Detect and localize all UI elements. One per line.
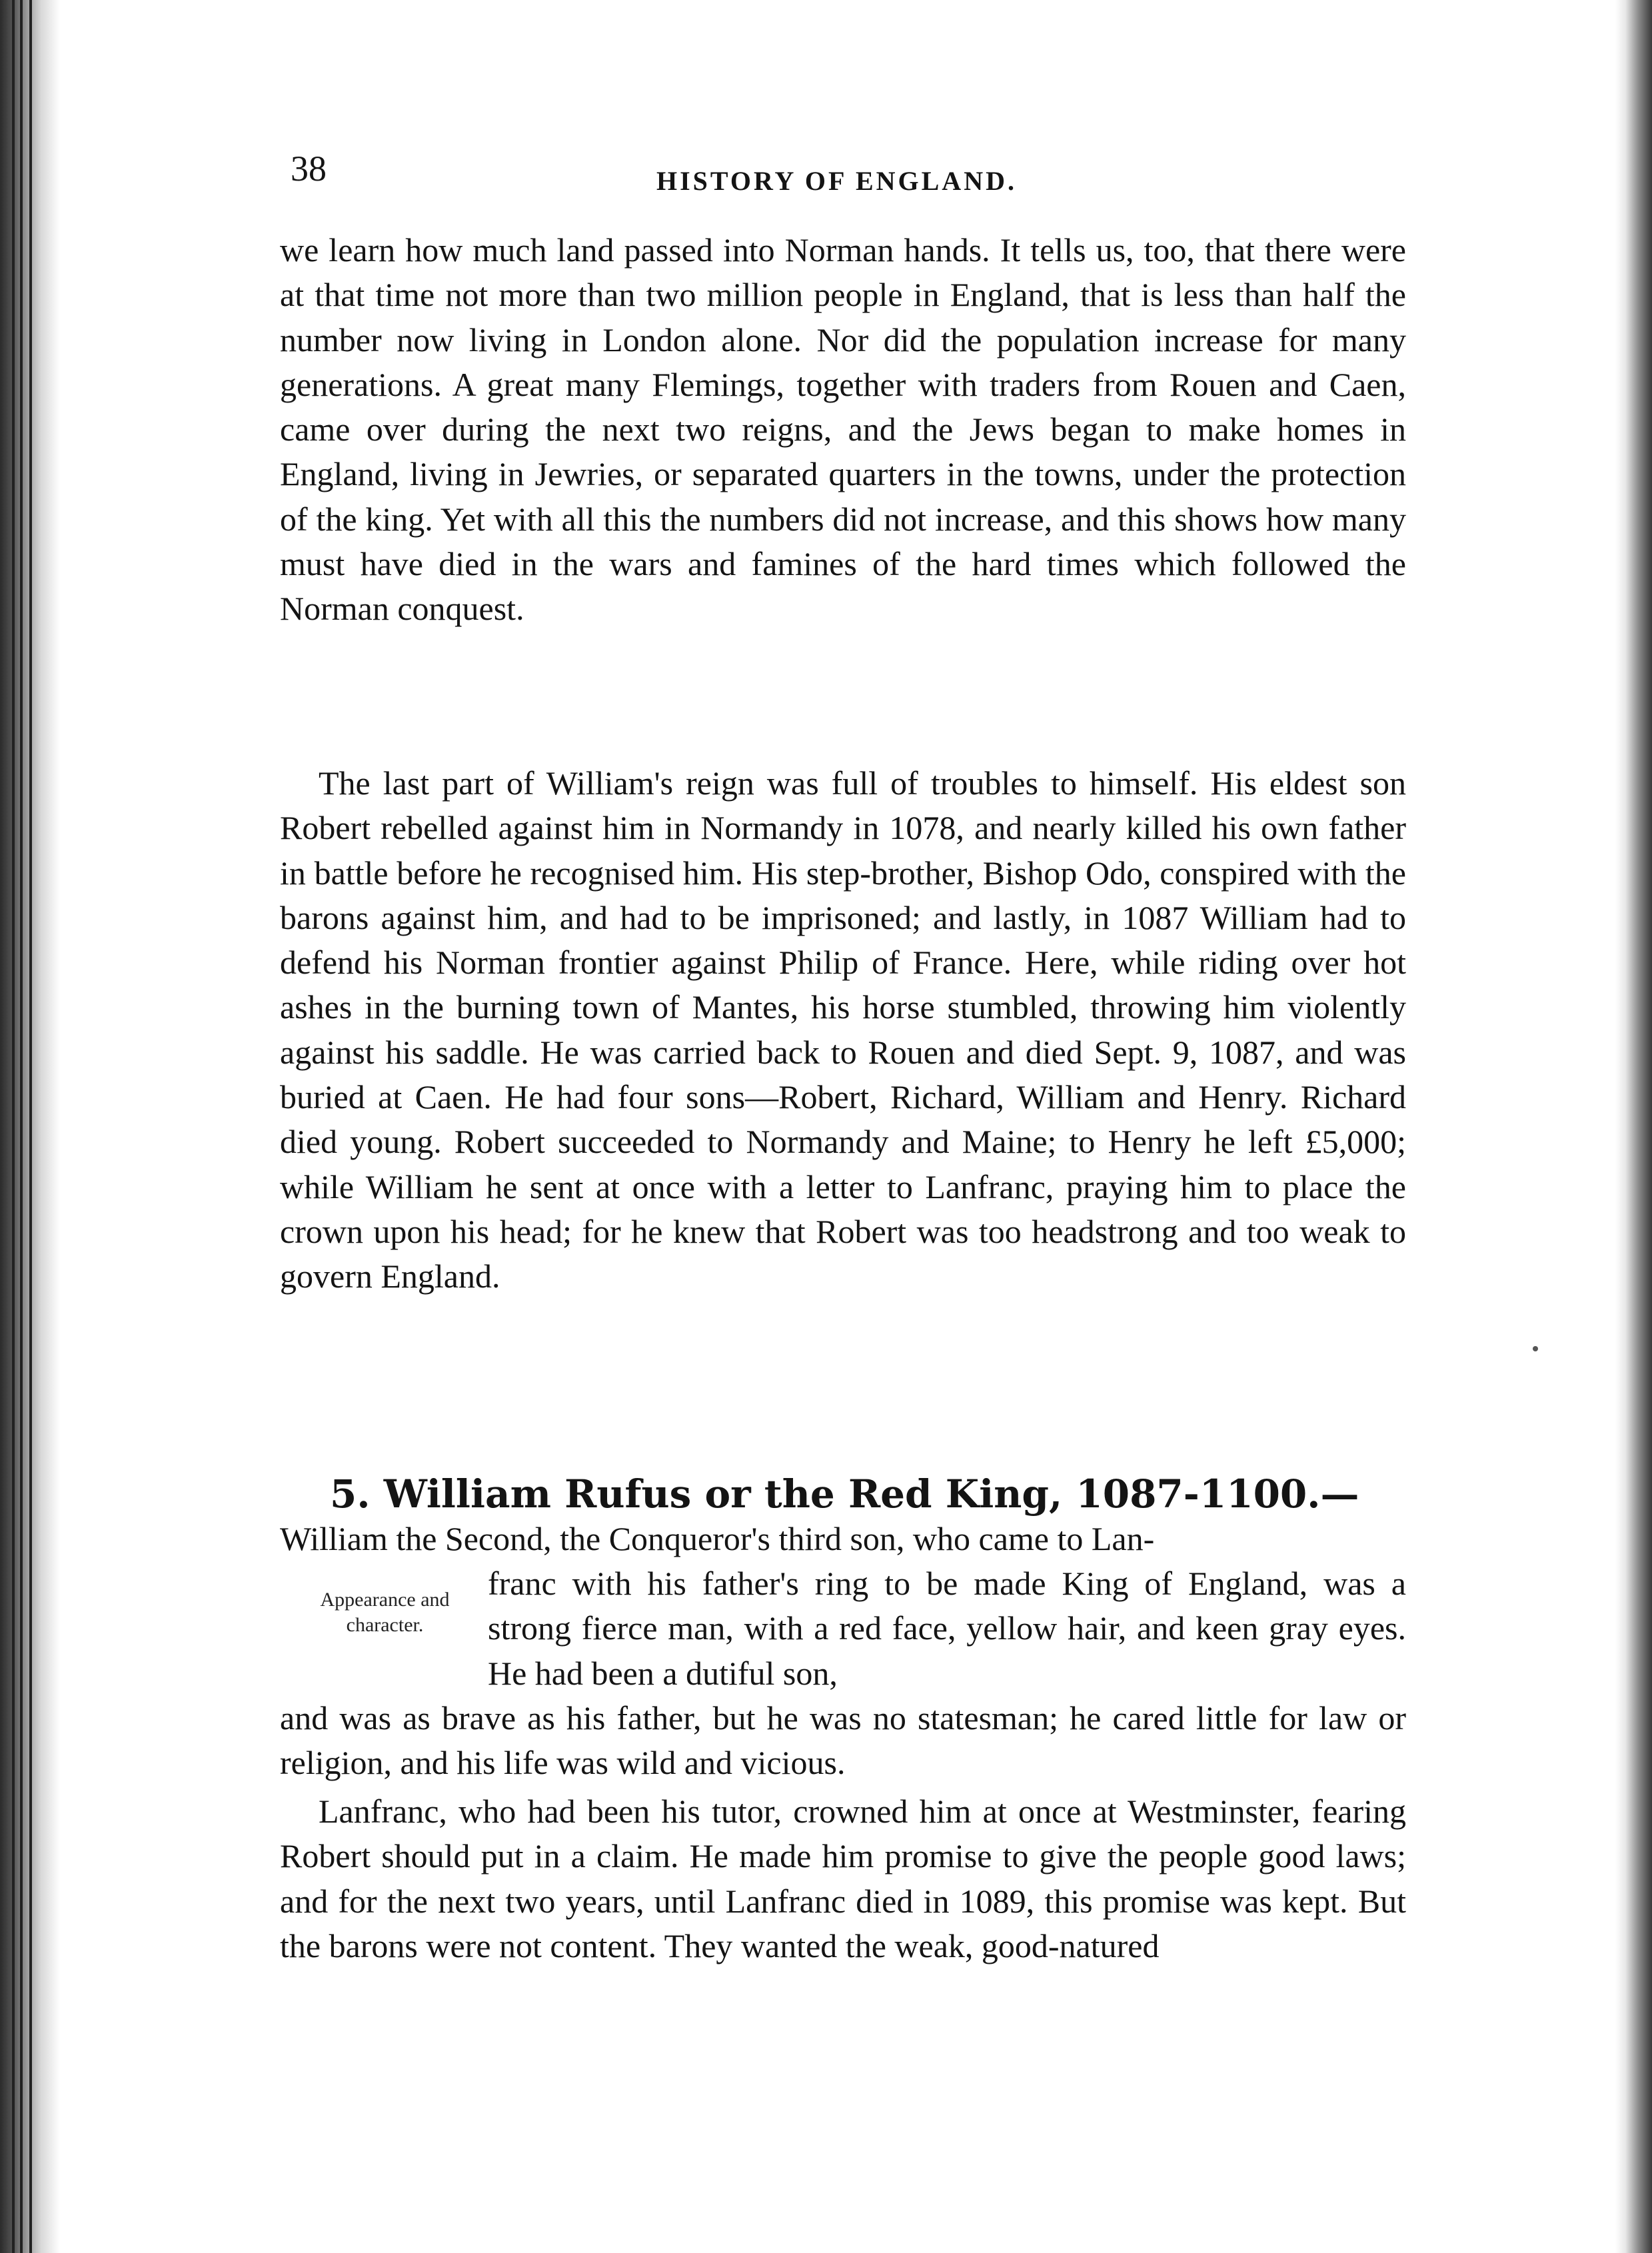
- page-edge-shadow: [1552, 0, 1652, 2253]
- book-binding-shadow: [0, 0, 60, 2253]
- margin-note: Appearance and character.: [320, 1589, 450, 1636]
- paragraph-indented-block: franc with his father's ring to be made King of England, was a strong fierce man, with a red face, yellow hair, and keen gray eyes. He had been a dutiful son,: [488, 1565, 1406, 1692]
- scan-speck: [1533, 1346, 1538, 1351]
- binding-line: [29, 0, 32, 2253]
- running-title: HISTORY OF ENGLAND.: [656, 166, 1017, 196]
- page-number: 38: [291, 149, 327, 189]
- binding-line: [20, 0, 23, 2253]
- section-heading: 5. William Rufus or the Red King, 1087-1100.—: [330, 1471, 1359, 1517]
- paragraph: we learn how much land passed into Norman hands. It tells us, too, that there were at that time not more than two million people in England, that is less than half the number now living in London alone. Nor did the population increase for many generations. A great many Flemings, together with traders from Rouen and Caen, came over during the next two reigns, and the Jews began to make homes in England, living in Jewries, or separated quarters in the towns, under the protection of the king. Yet with all this the numbers did not increase, and this shows how many must have died in the wars and famines of the hard times which followed the Norman conquest.: [280, 231, 1406, 628]
- paragraph: The last part of William's reign was full of troubles to himself. His eldest son Robert rebelled against him in Normandy in 1078, and nearly killed his own father in battle before he recognised him. His step-brother, Bishop Odo, conspired with the barons against him, and had to be imprisoned; and lastly, in 1087 William had to defend his Norman frontier against Philip of France. Here, while riding over hot ashes in the burning town of Mantes, his horse stumbled, throwing him violently against his saddle. He was carried back to Rouen and died Sept. 9, 1087, and was buried at Caen. He had four sons—Robert, Richard, William and Henry. Richard died young. Robert succeeded to Normandy and Maine; to Henry he left £5,000; while William he sent at once with a letter to Lanfranc, praying him to place the crown upon his head; for he knew that Robert was too headstrong and too weak to govern England.: [280, 764, 1406, 1295]
- paragraph: Lanfranc, who had been his tutor, crowned him at once at Westminster, fearing Robert should put in a claim. He made him promise to give the people good laws; and for the next two years, until Lanfranc died in 1089, this promise was kept. But the barons were not content. They wanted the weak, good-natured: [280, 1793, 1406, 1964]
- binding-line: [12, 0, 15, 2253]
- paragraph-line: William the Second, the Conqueror's third son, who came to Lan-: [280, 1520, 1155, 1557]
- paragraph: and was as brave as his father, but he was no statesman; he cared little for law or religion, and his life was wild and vicious.: [280, 1699, 1406, 1782]
